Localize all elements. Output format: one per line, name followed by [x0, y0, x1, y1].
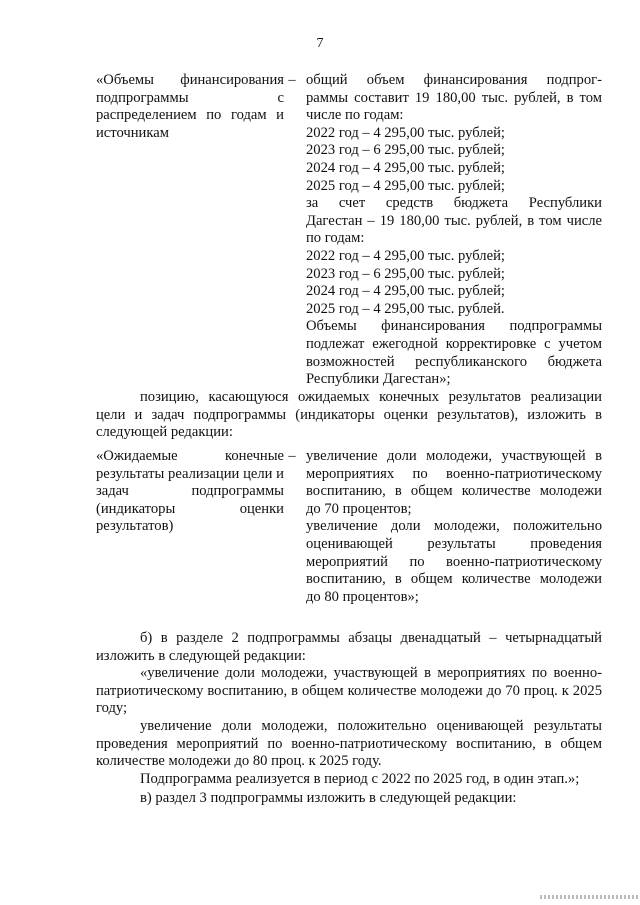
- period-paragraph: [96, 771, 602, 789]
- financing-line: раммы составит 19 180,00 тыс. рублей, в том: [306, 89, 602, 106]
- financing-line: 2023 год – 6 295,00 тыс. рублей;: [306, 142, 505, 159]
- financing-line: Республики Дагестан»;: [306, 371, 451, 388]
- section-b-text: б) в разделе 2 подпрограммы абзацы двенадцатый – четырнадцатый изложить в следующей редакции:: [96, 630, 602, 664]
- results-line: мероприятий по военно-патриотическому: [306, 553, 602, 570]
- results-line: до 80 процентов»;: [306, 588, 419, 605]
- financing-line: 2024 год – 4 295,00 тыс. рублей;: [306, 159, 505, 176]
- quote-paragraph-80-text: увеличение доли молодежи, положительно оценивающей результаты проведения мероприятий по военно-патриотическому воспитанию, в общем количестве молодежи до 80 проц. к 2025 году.: [96, 718, 602, 770]
- financing-line: 2024 год – 4 295,00 тыс. рублей;: [306, 283, 505, 300]
- financing-details: [306, 72, 602, 389]
- financing-label: «Объемы финансирования подпрограммы с распределением по годам и источникам: [96, 72, 284, 141]
- results-row: [96, 448, 602, 608]
- scan-edge-mark: [540, 895, 640, 899]
- financing-line: Объемы финансирования подпрограммы: [306, 318, 602, 335]
- section-c-text: в) раздел 3 подпрограммы изложить в следующей редакции:: [140, 790, 517, 806]
- financing-line: 2025 год – 4 295,00 тыс. рублей;: [306, 177, 505, 194]
- financing-line: числе по годам:: [306, 107, 404, 124]
- quote-paragraph-80: [96, 718, 602, 771]
- financing-line: 2023 год – 6 295,00 тыс. рублей;: [306, 265, 505, 282]
- financing-line: 2025 год – 4 295,00 тыс. рублей.: [306, 300, 505, 317]
- position-paragraph: [96, 389, 602, 442]
- results-line: воспитанию, в общем количестве молодежи: [306, 571, 602, 588]
- financing-line: 2022 год – 4 295,00 тыс. рублей;: [306, 247, 505, 264]
- financing-line: 2022 год – 4 295,00 тыс. рублей;: [306, 124, 505, 141]
- financing-line: по годам:: [306, 230, 365, 247]
- financing-line: возможностей республиканского бюджета: [306, 353, 602, 370]
- financing-line: Дагестан – 19 180,00 тыс. рублей, в том числе: [306, 212, 602, 229]
- financing-row: [96, 72, 602, 392]
- period-paragraph-text: Подпрограмма реализуется в период с 2022 по 2025 год, в один этап.»;: [140, 771, 580, 787]
- results-line: увеличение доли молодежи, положительно: [306, 518, 602, 535]
- quote-paragraph-70-text: «увеличение доли молодежи, участвующей в мероприятиях по военно-патриотическому воспитанию, в общем количестве молодежи до 70 проц. к 2025 году;: [96, 665, 602, 717]
- section-b-paragraph: [96, 630, 602, 665]
- position-paragraph-text: позицию, касающуюся ожидаемых конечных результатов реализации цели и задач подпрограммы (индикаторы оценки результатов), изложить в следующей редакции:: [96, 389, 602, 441]
- financing-dash: –: [288, 72, 296, 88]
- results-line: оценивающей результаты проведения: [306, 535, 602, 552]
- results-line: воспитанию, в общем количестве молодежи: [306, 483, 602, 500]
- financing-line: за счет средств бюджета Республики: [306, 195, 602, 212]
- results-dash: –: [288, 448, 296, 464]
- financing-line: общий объем финансирования подпрог-: [306, 72, 602, 88]
- financing-line: подлежат ежегодной корректировке с учетом: [306, 335, 602, 352]
- section-c-paragraph: [96, 790, 602, 808]
- results-details: [306, 448, 602, 606]
- page-number: 7: [316, 36, 324, 51]
- results-label: «Ожидаемые конечные результаты реализации цели и задач подпрограммы (индикаторы оценки результатов): [96, 448, 284, 535]
- quote-paragraph-70: [96, 665, 602, 718]
- results-line: до 70 процентов;: [306, 500, 412, 517]
- results-line: мероприятиях по военно-патриотическому: [306, 465, 602, 482]
- results-line: увеличение доли молодежи, участвующей в: [306, 448, 602, 464]
